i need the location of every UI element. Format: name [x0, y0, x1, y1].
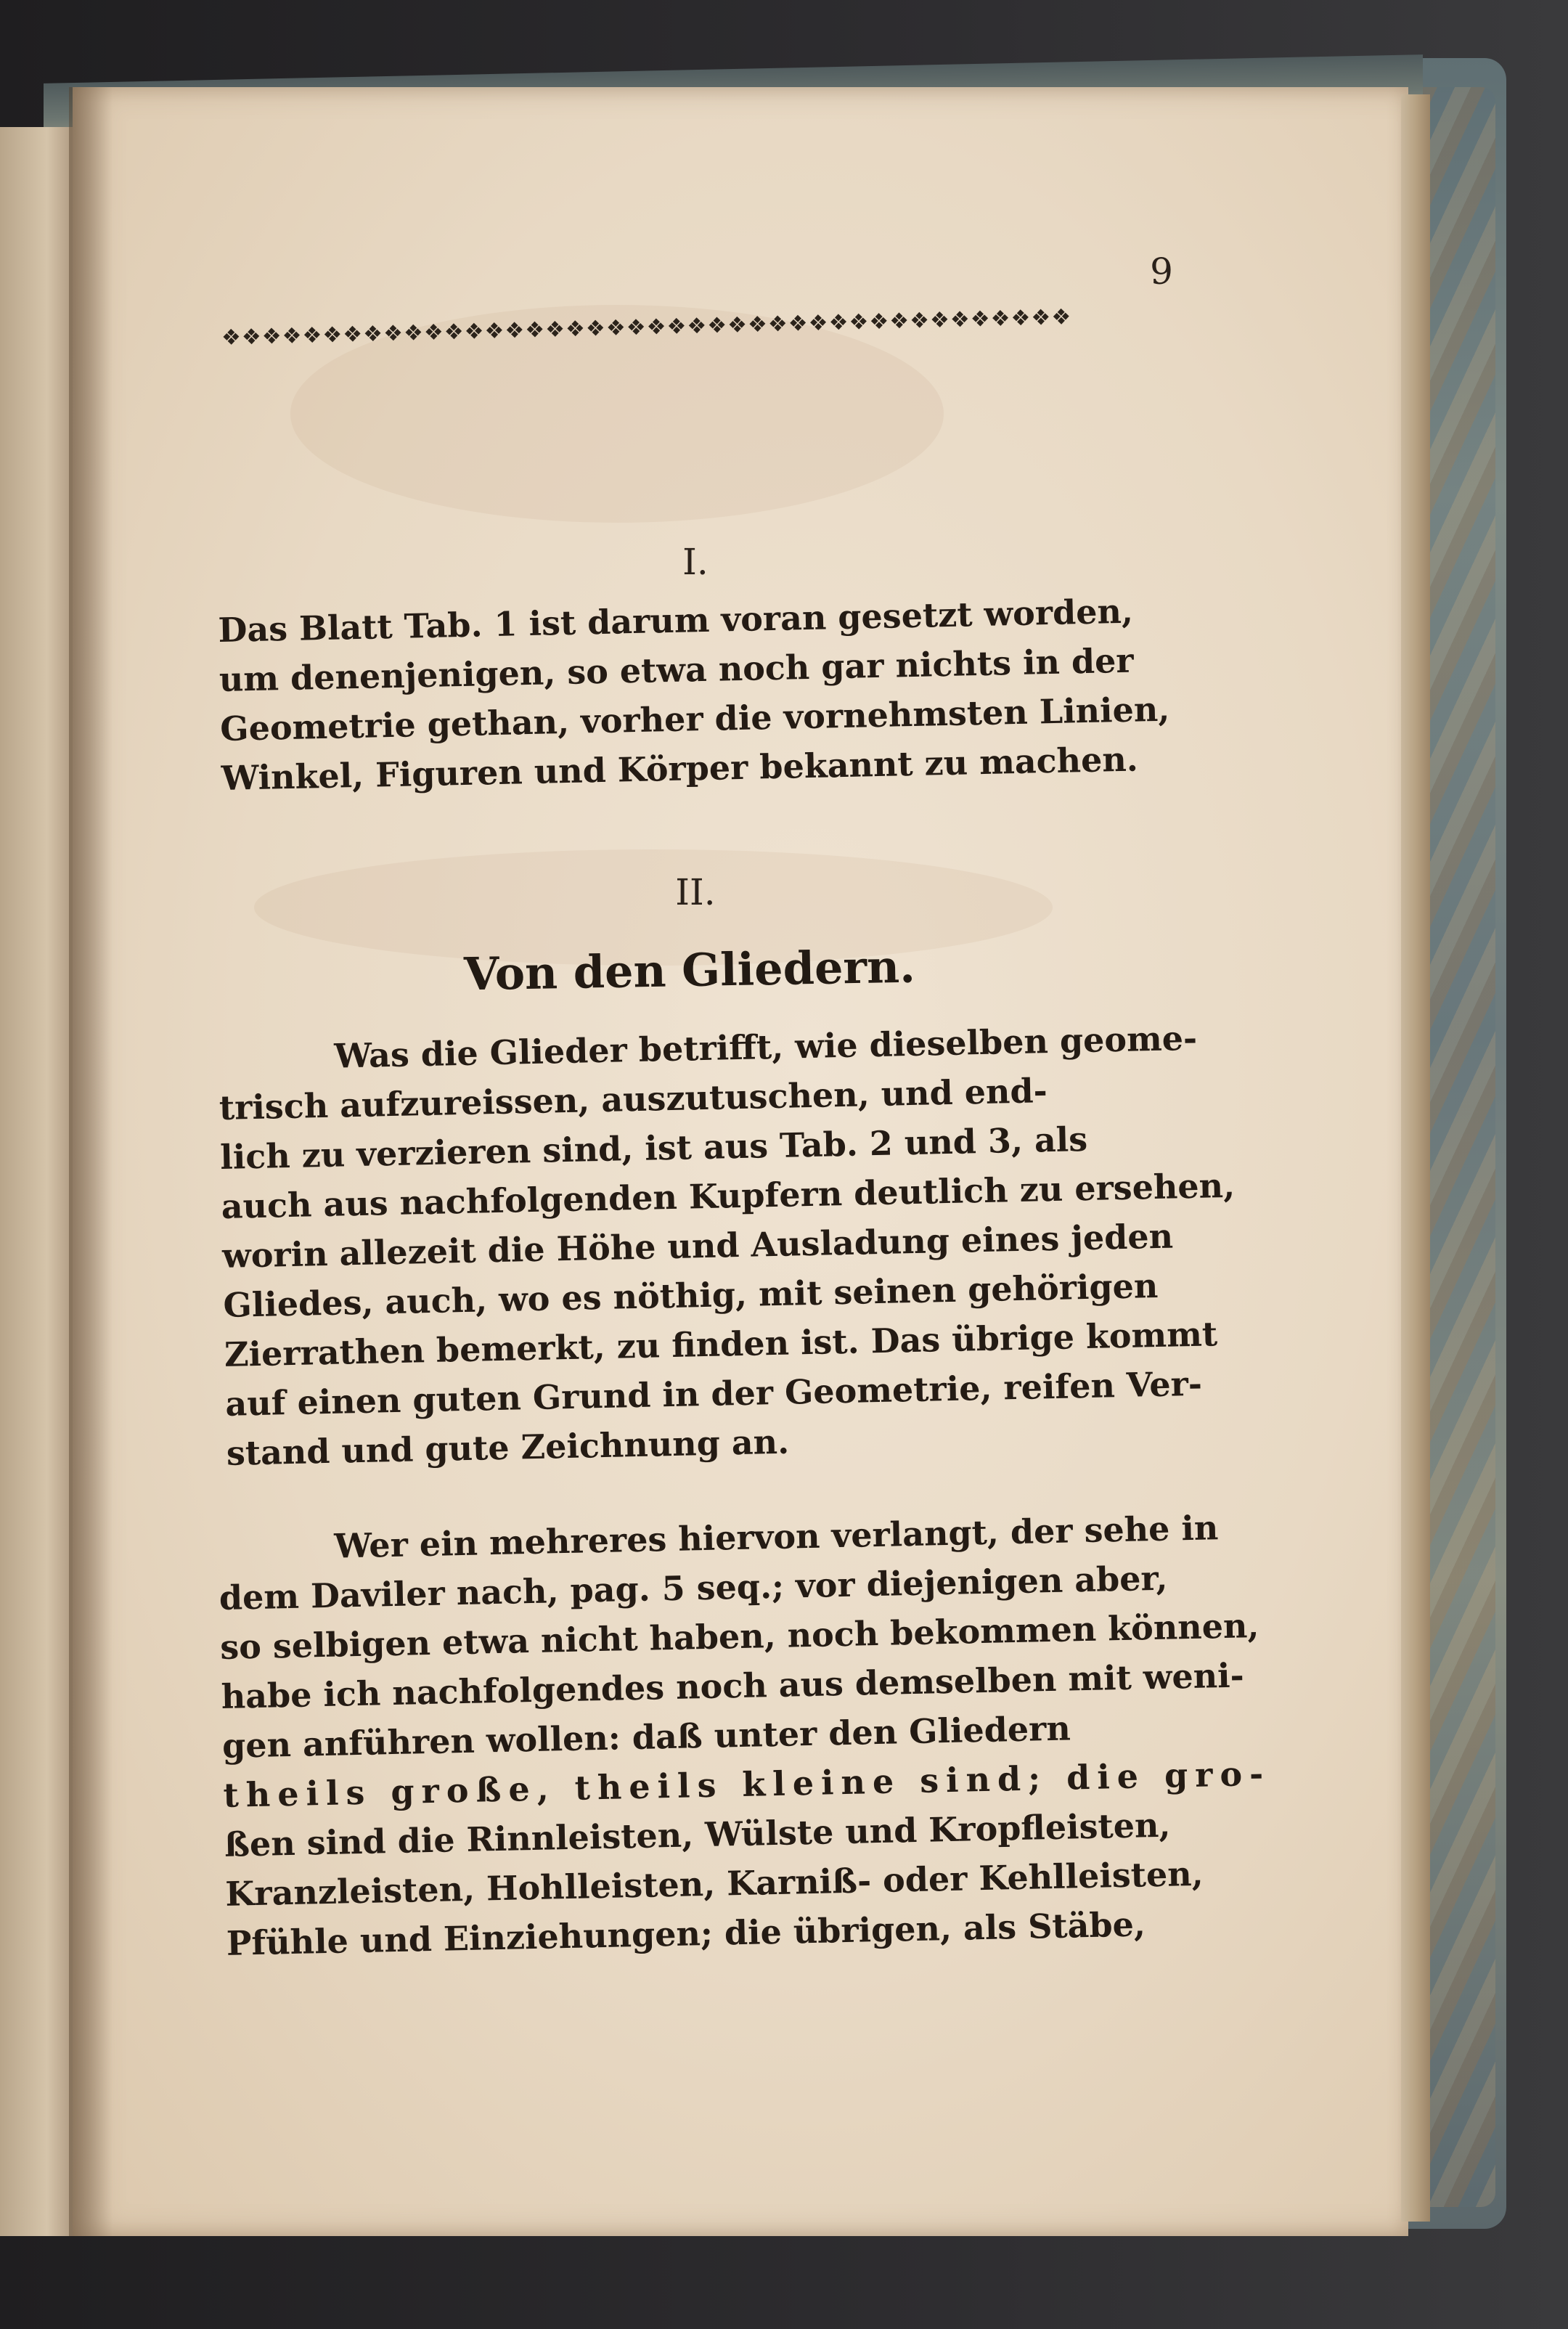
text-line: auf einen guten Grund in der Geometrie, reifen Ver- — [224, 1363, 1203, 1424]
section-1-text — [218, 593, 1209, 811]
gutter-shadow — [69, 87, 113, 2236]
text-line: auch aus nachfolgenden Kupfern deutlich zu ersehen, — [221, 1165, 1236, 1226]
page-number: 9 — [1150, 250, 1173, 293]
text-line: gen anführen wollen: daß unter den Gliedern — [221, 1708, 1071, 1766]
text-line: um denenjenigen, so etwa noch gar nichts in der — [219, 640, 1135, 699]
text-line: Kranzleisten, Hohlleisten, Karniß- oder Kehlleisten, — [224, 1853, 1204, 1914]
text-line: Zierrathen bemerkt, zu finden ist. Das übrige kommt — [224, 1314, 1218, 1374]
text-line: Wer ein mehreres hiervon verlangt, der sehe in — [333, 1508, 1219, 1566]
text-line: dem Daviler nach, pag. 5 seq.; vor diejenigen aber, — [219, 1558, 1168, 1618]
text-line: Gliedes, auch, wo es nöthig, mit seinen gehörigen — [223, 1265, 1159, 1325]
text-line: Geometrie gethan, vorher die vornehmsten Linien, — [219, 689, 1170, 749]
page-edges — [1401, 94, 1430, 2222]
text-line: lich zu verzieren sind, ist aus Tab. 2 und 3, als — [219, 1119, 1088, 1177]
section-numeral-2: II. — [675, 871, 716, 913]
text-line: Pfühle und Einziehungen; die übrigen, als Stäbe, — [226, 1904, 1146, 1963]
marbled-cover-edge — [1423, 87, 1495, 2207]
left-page-edge — [0, 127, 78, 2236]
text-line: Was die Glieder betrifft, wie dieselben geome- — [333, 1018, 1198, 1076]
text-line: so selbigen etwa nicht haben, noch bekommen können, — [219, 1605, 1259, 1667]
text-line: theils große, theils kleine sind; die gro- — [223, 1753, 1271, 1815]
text-line: ßen sind die Rinnleisten, Wülste und Kropfleisten, — [224, 1805, 1171, 1864]
text-line: worin allezeit die Höhe und Ausladung eines jeden — [221, 1216, 1174, 1276]
section-2-paragraph-1 — [218, 1018, 1236, 1486]
section-2-paragraph-2 — [218, 1508, 1271, 1976]
text-line: trisch aufzureissen, auszutuschen, und end- — [219, 1071, 1048, 1127]
text-line: Das Blatt Tab. 1 ist darum voran gesetzt worden, — [217, 591, 1134, 650]
text-line: stand und gute Zeichnung an. — [226, 1422, 790, 1473]
ornamental-rule: ❖❖❖❖❖❖❖❖❖❖❖❖❖❖❖❖❖❖❖❖❖❖❖❖❖❖❖❖❖❖❖❖❖❖❖❖❖❖❖❖❖❖ — [221, 304, 1072, 351]
section-title: Von den Gliedern. — [463, 939, 916, 1001]
text-line: Winkel, Figuren und Körper bekannt zu machen. — [221, 739, 1139, 798]
section-numeral-1: I. — [682, 541, 709, 583]
text-line: habe ich nachfolgendes noch aus demselben mit weni- — [221, 1655, 1245, 1716]
